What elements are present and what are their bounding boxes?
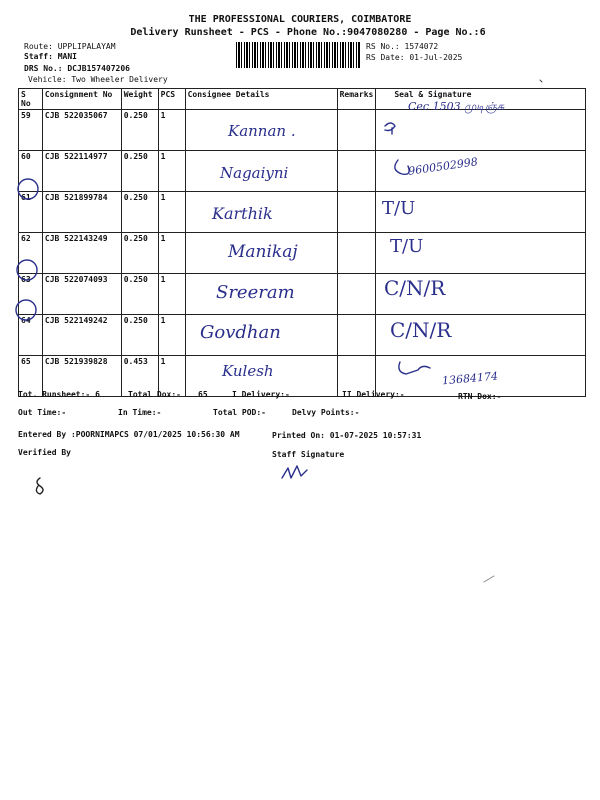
stray-mark bbox=[540, 80, 542, 82]
cell-consignment: CJB 522035067 bbox=[42, 110, 121, 151]
col-remarks: Remarks bbox=[337, 89, 376, 110]
cell-consignment: CJB 522114977 bbox=[42, 151, 121, 192]
cell-weight: 0.250 bbox=[121, 274, 158, 315]
handwritten-consignee: Kulesh bbox=[222, 362, 274, 380]
handwritten-consignee: Karthik bbox=[212, 204, 273, 223]
in-time: In Time:- bbox=[118, 408, 162, 417]
ii-delivery: II Delivery:- bbox=[342, 390, 405, 399]
col-sno: S No bbox=[19, 89, 43, 110]
cell-pcs: 1 bbox=[158, 233, 185, 274]
cell-pcs: 1 bbox=[158, 110, 185, 151]
col-signature: Seal & Signature bbox=[376, 89, 586, 110]
verified-by: Verified By bbox=[18, 448, 71, 457]
handwritten-consignee: Nagaiyni bbox=[220, 164, 289, 182]
handwritten-signature: C/N/R bbox=[384, 276, 446, 300]
cell-consignment: CJB 521899784 bbox=[42, 192, 121, 233]
cell-sno: 61 bbox=[19, 192, 43, 233]
entered-by: Entered By :POORNIMAPCS 07/01/2025 10:56:30 AM bbox=[18, 430, 240, 439]
circle-mark bbox=[17, 260, 37, 280]
tot-runsheet: Tot. Runsheet:- 6 bbox=[18, 390, 100, 399]
vehicle: Vehicle: Two Wheeler Delivery bbox=[28, 75, 168, 84]
handwritten-signature: C/N/R bbox=[390, 318, 452, 342]
handwritten-signature: T/U bbox=[382, 198, 416, 219]
cell-consignment: CJB 522074093 bbox=[42, 274, 121, 315]
verifier-scribble bbox=[36, 478, 43, 494]
cell-pcs: 1 bbox=[158, 274, 185, 315]
cell-pcs: 1 bbox=[158, 192, 185, 233]
col-consignee: Consignee Details bbox=[185, 89, 337, 110]
handwritten-consignee: Govdhan bbox=[200, 322, 281, 343]
cell-pcs: 1 bbox=[158, 151, 185, 192]
company-name: THE PROFESSIONAL COURIERS, COIMBATORE bbox=[188, 14, 412, 25]
cell-pcs: 1 bbox=[158, 356, 185, 397]
handwritten-signature: Cec 1503 முடிஞ்சு bbox=[408, 100, 505, 113]
cell-sno: 60 bbox=[19, 151, 43, 192]
cell-sno: 59 bbox=[19, 110, 43, 151]
handwritten-signature: 9600502998 bbox=[407, 155, 479, 178]
total-pod: Total POD:- bbox=[213, 408, 266, 417]
staff-signature-label: Staff Signature bbox=[272, 450, 345, 459]
cell-weight: 0.250 bbox=[121, 315, 158, 356]
col-weight: Weight bbox=[121, 89, 158, 110]
i-delivery: I Delivery:- bbox=[232, 390, 290, 399]
cell-consignment: CJB 522143249 bbox=[42, 233, 121, 274]
cell-sno: 62 bbox=[19, 233, 43, 274]
staff: Staff: MANI bbox=[24, 52, 77, 61]
cell-consignment: CJB 521939828 bbox=[42, 356, 121, 397]
handwritten-signature: 13684174 bbox=[441, 369, 499, 388]
ink-squiggle bbox=[385, 123, 395, 134]
total-dox-label: Total Dox:- bbox=[128, 390, 181, 399]
runsheet-title: Delivery Runsheet - PCS - Phone No.:9047080280 - Page No.:6 bbox=[130, 27, 486, 38]
staff-signature-scribble bbox=[282, 466, 307, 478]
cell-weight: 0.250 bbox=[121, 233, 158, 274]
stray-mark bbox=[484, 576, 494, 582]
out-time: Out Time:- bbox=[18, 408, 67, 417]
cell-sno: 65 bbox=[19, 356, 43, 397]
cell-sno: 64 bbox=[19, 315, 43, 356]
route: Route: UPPLIPALAYAM bbox=[24, 42, 116, 51]
cell-consignment: CJB 522149242 bbox=[42, 315, 121, 356]
cell-weight: 0.250 bbox=[121, 151, 158, 192]
rs-date: RS Date: 01-Jul-2025 bbox=[366, 53, 463, 62]
col-pcs: PCS bbox=[158, 89, 185, 110]
ink-squiggle bbox=[399, 362, 430, 374]
circle-mark bbox=[16, 300, 36, 320]
handwritten-consignee: Kannan . bbox=[228, 122, 296, 140]
handwritten-consignee: Manikaj bbox=[228, 242, 298, 262]
printed-on: Printed On: 01-07-2025 10:57:31 bbox=[272, 431, 422, 440]
cell-weight: 0.250 bbox=[121, 110, 158, 151]
delvy-points: Delvy Points:- bbox=[292, 408, 360, 417]
total-dox-value: 65 bbox=[198, 390, 208, 399]
circle-mark bbox=[18, 179, 38, 199]
col-consignment: Consignment No bbox=[42, 89, 121, 110]
cell-weight: 0.250 bbox=[121, 192, 158, 233]
cell-sno: 63 bbox=[19, 274, 43, 315]
handwritten-consignee: Sreeram bbox=[216, 282, 295, 303]
ink-squiggle bbox=[395, 160, 409, 174]
rs-number: RS No.: 1574072 bbox=[366, 42, 439, 51]
cell-pcs: 1 bbox=[158, 315, 185, 356]
rtn-dox: RTN Dox:- bbox=[458, 392, 502, 401]
drs-number: DRS No.: DCJB157407206 bbox=[24, 64, 130, 73]
cell-weight: 0.453 bbox=[121, 356, 158, 397]
handwritten-signature: T/U bbox=[390, 236, 424, 257]
